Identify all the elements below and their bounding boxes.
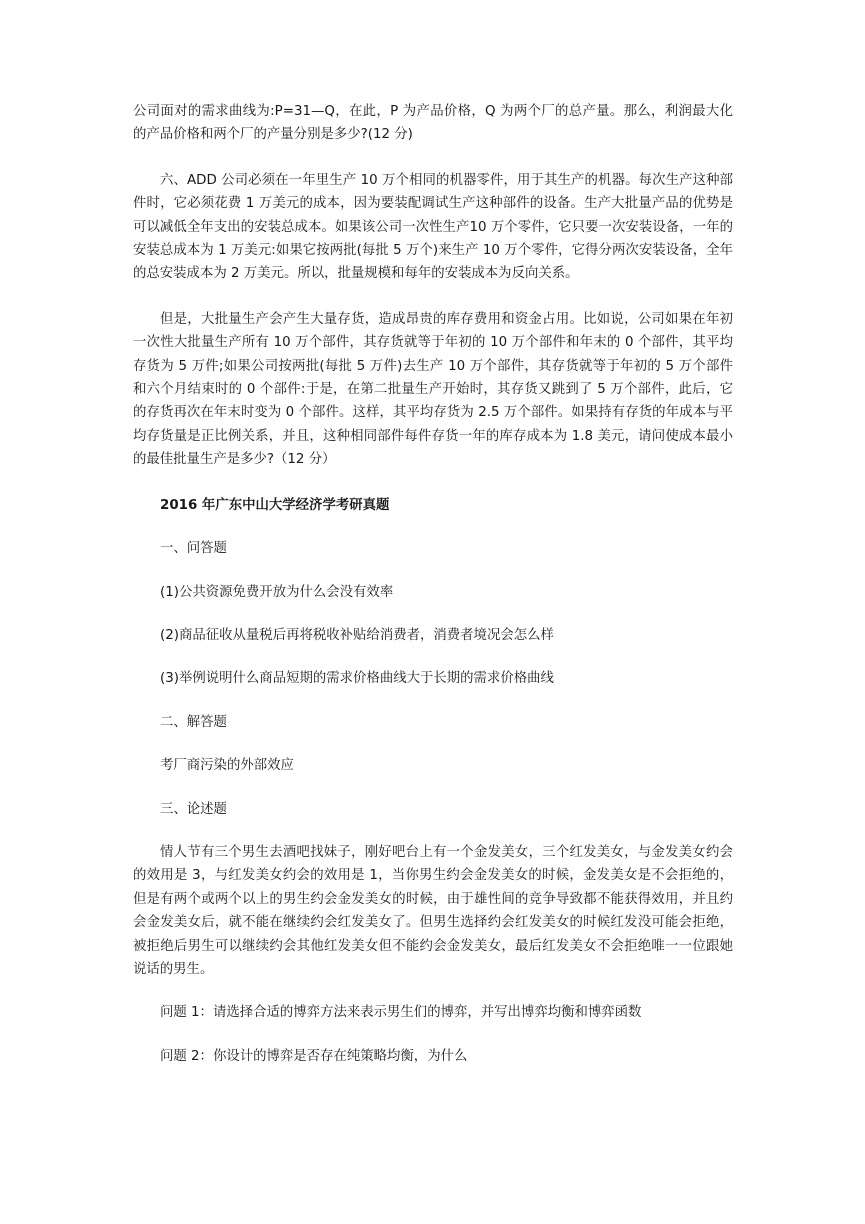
exam-title-heading: 2016 年广东中山大学经济学考研真题 (160, 497, 390, 513)
paragraph-game-scenario: 情人节有三个男生去酒吧找妹子，刚好吧台上有一个金发美女，三个红发美女，与金发美女约会的效用是 3，与红发美女约会的效用是 1，当你男生约会金发美女的时候，金发美女是不会拒绝的，但是有两个或两个以上的男生约会金发美女的时候，由于雄性间的竞争导致都不能获得效用，并且约会金发美女后，就不能在继续约会红发美女了。但男生选择约会红发美女的时候红发没可能会拒绝，被拒绝后男生可以继续约会其他红发美女但不能约会金发美女，最后红发美女不会拒绝唯一一位跟她说话的男生。 (133, 844, 733, 977)
paragraph-demand-curve: 公司面对的需求曲线为:P=31—Q，在此，P 为产品价格，Q 为两个厂的总产量。那么，利润最大化的产品价格和两个厂的产量分别是多少?(12 分) (133, 104, 733, 143)
question-item-1: (1)公共资源免费开放为什么会没有效率 (160, 584, 394, 600)
section-heading-solve: 二、解答题 (160, 714, 227, 730)
question-game-1: 问题 1：请选择合适的博弈方法来表示男生们的博弈，并写出博弈均衡和博弈函数 (160, 1005, 642, 1021)
document-body (133, 100, 733, 1068)
question-item-3: (3)举例说明什么商品短期的需求价格曲线大于长期的需求价格曲线 (160, 671, 554, 687)
section-heading-essay: 三、论述题 (160, 801, 227, 817)
paragraph-inventory-cost: 但是，大批量生产会产生大量存货，造成昂贵的库存费用和资金占用。比如说，公司如果在年初一次性大批量生产所有 10 万个部件，其存货就等于年初的 10 万个部件和年末的 0 个部件，其平均存货为 5 万件;如果公司按两批(每批 5 万件)去生产 10 万个部件，其存货就等于年初的 5 万个部件和六个月结束时的 0 个部件:于是，在第二批量生产开始时，其存货又跳到了 5 万个部件，此后，它的存货再次在年末时变为 0 个部件。这样，其平均存货为 2.5 万个部件。如果持有存货的年成本与平均存货量是正比例关系，并且，这种相同部件每件存货一年的库存成本为 1.8 美元，请问使成本最小的最佳批量生产是多少?（12 分） (133, 311, 733, 468)
question-game-2: 问题 2：你设计的博弈是否存在纯策略均衡，为什么 (160, 1048, 468, 1064)
paragraph-question-six: 六、ADD 公司必须在一年里生产 10 万个相同的机器零件，用于其生产的机器。每次生产这种部件时，它必须花费 1 万美元的成本，因为要装配调试生产这种部件的设备。生产大批量产品的优势是可以减低全年支出的安装总成本。如果该公司一次性生产10 万个零件，它只要一次安装设备，一年的安装总成本为 1 万美元:如果它按两批(每批 5 万个)来生产 10 万个零件，它得分两次安装设备，全年的总安装成本为 2 万美元。所以，批量规模和每年的安装成本为反向关系。 (133, 172, 733, 282)
question-item-externality: 考厂商污染的外部效应 (160, 758, 294, 774)
section-heading-qa: 一、问答题 (160, 541, 227, 557)
question-item-2: (2)商品征收从量税后再将税收补贴给消费者，消费者境况会怎么样 (160, 627, 554, 643)
